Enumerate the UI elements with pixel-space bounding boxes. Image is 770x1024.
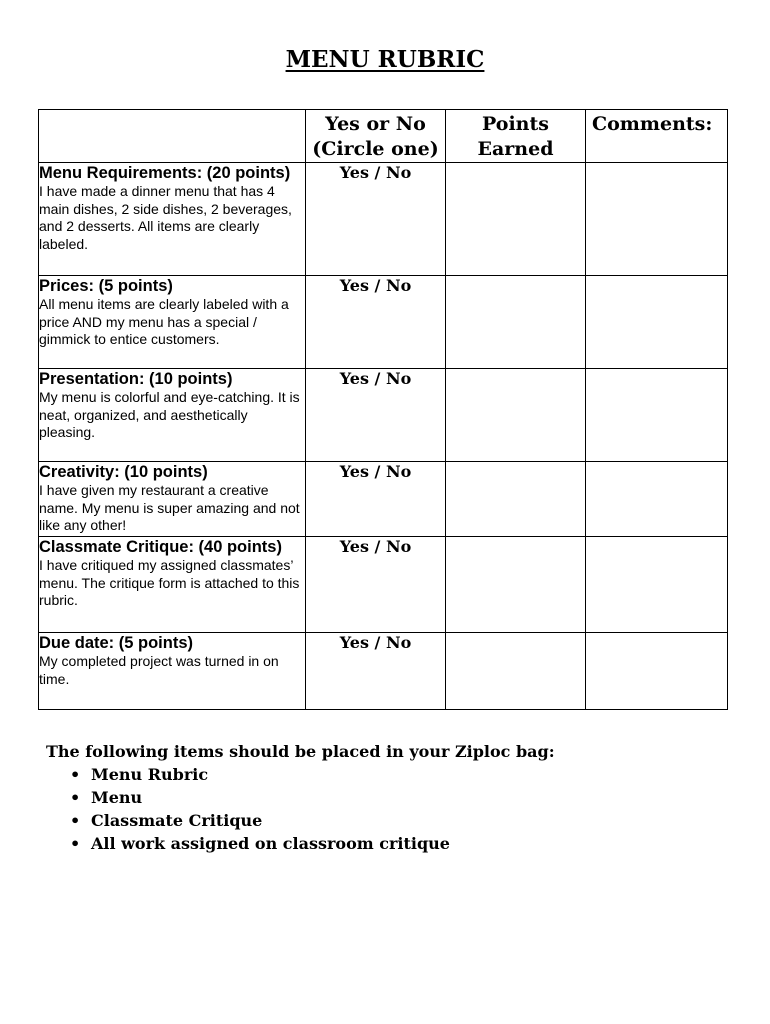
bullet-icon: • bbox=[70, 834, 81, 853]
comments-cell bbox=[586, 462, 728, 537]
criterion-cell bbox=[39, 633, 306, 710]
yes-no-header-line2: (Circle one) bbox=[312, 138, 439, 160]
points-header-line1: Points bbox=[482, 113, 549, 135]
criterion-title: Menu Requirements: (20 points) bbox=[39, 164, 291, 182]
points-earned-cell bbox=[446, 633, 586, 710]
yes-no-choice: Yes / No bbox=[306, 163, 446, 276]
yes-no-choice: Yes / No bbox=[306, 537, 446, 633]
list-item-label: Classmate Critique bbox=[91, 811, 263, 830]
header-row bbox=[39, 110, 728, 163]
criterion-title: Creativity: (10 points) bbox=[39, 463, 208, 481]
yes-no-choice: Yes / No bbox=[306, 462, 446, 537]
comments-cell bbox=[586, 163, 728, 276]
list-item bbox=[46, 786, 555, 809]
points-earned-cell bbox=[446, 163, 586, 276]
criterion-cell bbox=[39, 462, 306, 537]
points-earned-cell bbox=[446, 276, 586, 369]
criterion-description: I have critiqued my assigned classmates’ menu. The critique form is attached to this rubric. bbox=[39, 557, 300, 608]
bullet-icon: • bbox=[70, 765, 81, 784]
table-row bbox=[39, 163, 728, 276]
criterion-title: Prices: (5 points) bbox=[39, 277, 173, 295]
yes-no-choice: Yes / No bbox=[306, 369, 446, 462]
yes-no-header bbox=[306, 110, 446, 163]
criterion-cell bbox=[39, 369, 306, 462]
points-earned-cell bbox=[446, 537, 586, 633]
list-item bbox=[46, 809, 555, 832]
bullet-icon: • bbox=[70, 811, 81, 830]
criterion-title: Presentation: (10 points) bbox=[39, 370, 233, 388]
page-title: MENU RUBRIC bbox=[285, 46, 485, 73]
criterion-title: Due date: (5 points) bbox=[39, 634, 194, 652]
list-item-label: All work assigned on classroom critique bbox=[91, 834, 450, 853]
criterion-title: Classmate Critique: (40 points) bbox=[39, 538, 282, 556]
yes-no-choice: Yes / No bbox=[306, 633, 446, 710]
comments-cell bbox=[586, 537, 728, 633]
points-earned-cell bbox=[446, 369, 586, 462]
criterion-cell bbox=[39, 537, 306, 633]
points-earned-cell bbox=[446, 462, 586, 537]
comments-header: Comments: bbox=[586, 110, 728, 163]
comments-cell bbox=[586, 369, 728, 462]
bullet-icon: • bbox=[70, 788, 81, 807]
ziploc-bag-section bbox=[46, 741, 555, 855]
table-row bbox=[39, 369, 728, 462]
list-item-label: Menu bbox=[91, 788, 143, 807]
criterion-cell bbox=[39, 163, 306, 276]
blank-header bbox=[39, 110, 306, 163]
table-row bbox=[39, 462, 728, 537]
table-row bbox=[39, 633, 728, 710]
criterion-description: My menu is colorful and eye-catching. It is neat, organized, and aesthetically pleasing. bbox=[39, 389, 300, 440]
table-row bbox=[39, 537, 728, 633]
yes-no-choice: Yes / No bbox=[306, 276, 446, 369]
yes-no-header-line1: Yes or No bbox=[325, 113, 426, 135]
table-row bbox=[39, 276, 728, 369]
points-header bbox=[446, 110, 586, 163]
criterion-description: I have given my restaurant a creative name. My menu is super amazing and not like any other! bbox=[39, 482, 300, 533]
comments-cell bbox=[586, 633, 728, 710]
bag-heading: The following items should be placed in your Ziploc bag: bbox=[46, 742, 555, 761]
points-header-line2: Earned bbox=[477, 138, 554, 160]
criterion-description: My completed project was turned in on time. bbox=[39, 653, 279, 687]
criterion-cell bbox=[39, 276, 306, 369]
list-item bbox=[46, 763, 555, 786]
list-item-label: Menu Rubric bbox=[91, 765, 209, 784]
comments-cell bbox=[586, 276, 728, 369]
bag-item-list bbox=[46, 763, 555, 855]
list-item bbox=[46, 832, 555, 855]
criterion-description: I have made a dinner menu that has 4 main dishes, 2 side dishes, 2 beverages, and 2 desserts. All items are clearly labeled. bbox=[39, 183, 292, 252]
rubric-table bbox=[38, 109, 728, 710]
criterion-description: All menu items are clearly labeled with a price AND my menu has a special / gimmick to entice customers. bbox=[39, 296, 289, 347]
